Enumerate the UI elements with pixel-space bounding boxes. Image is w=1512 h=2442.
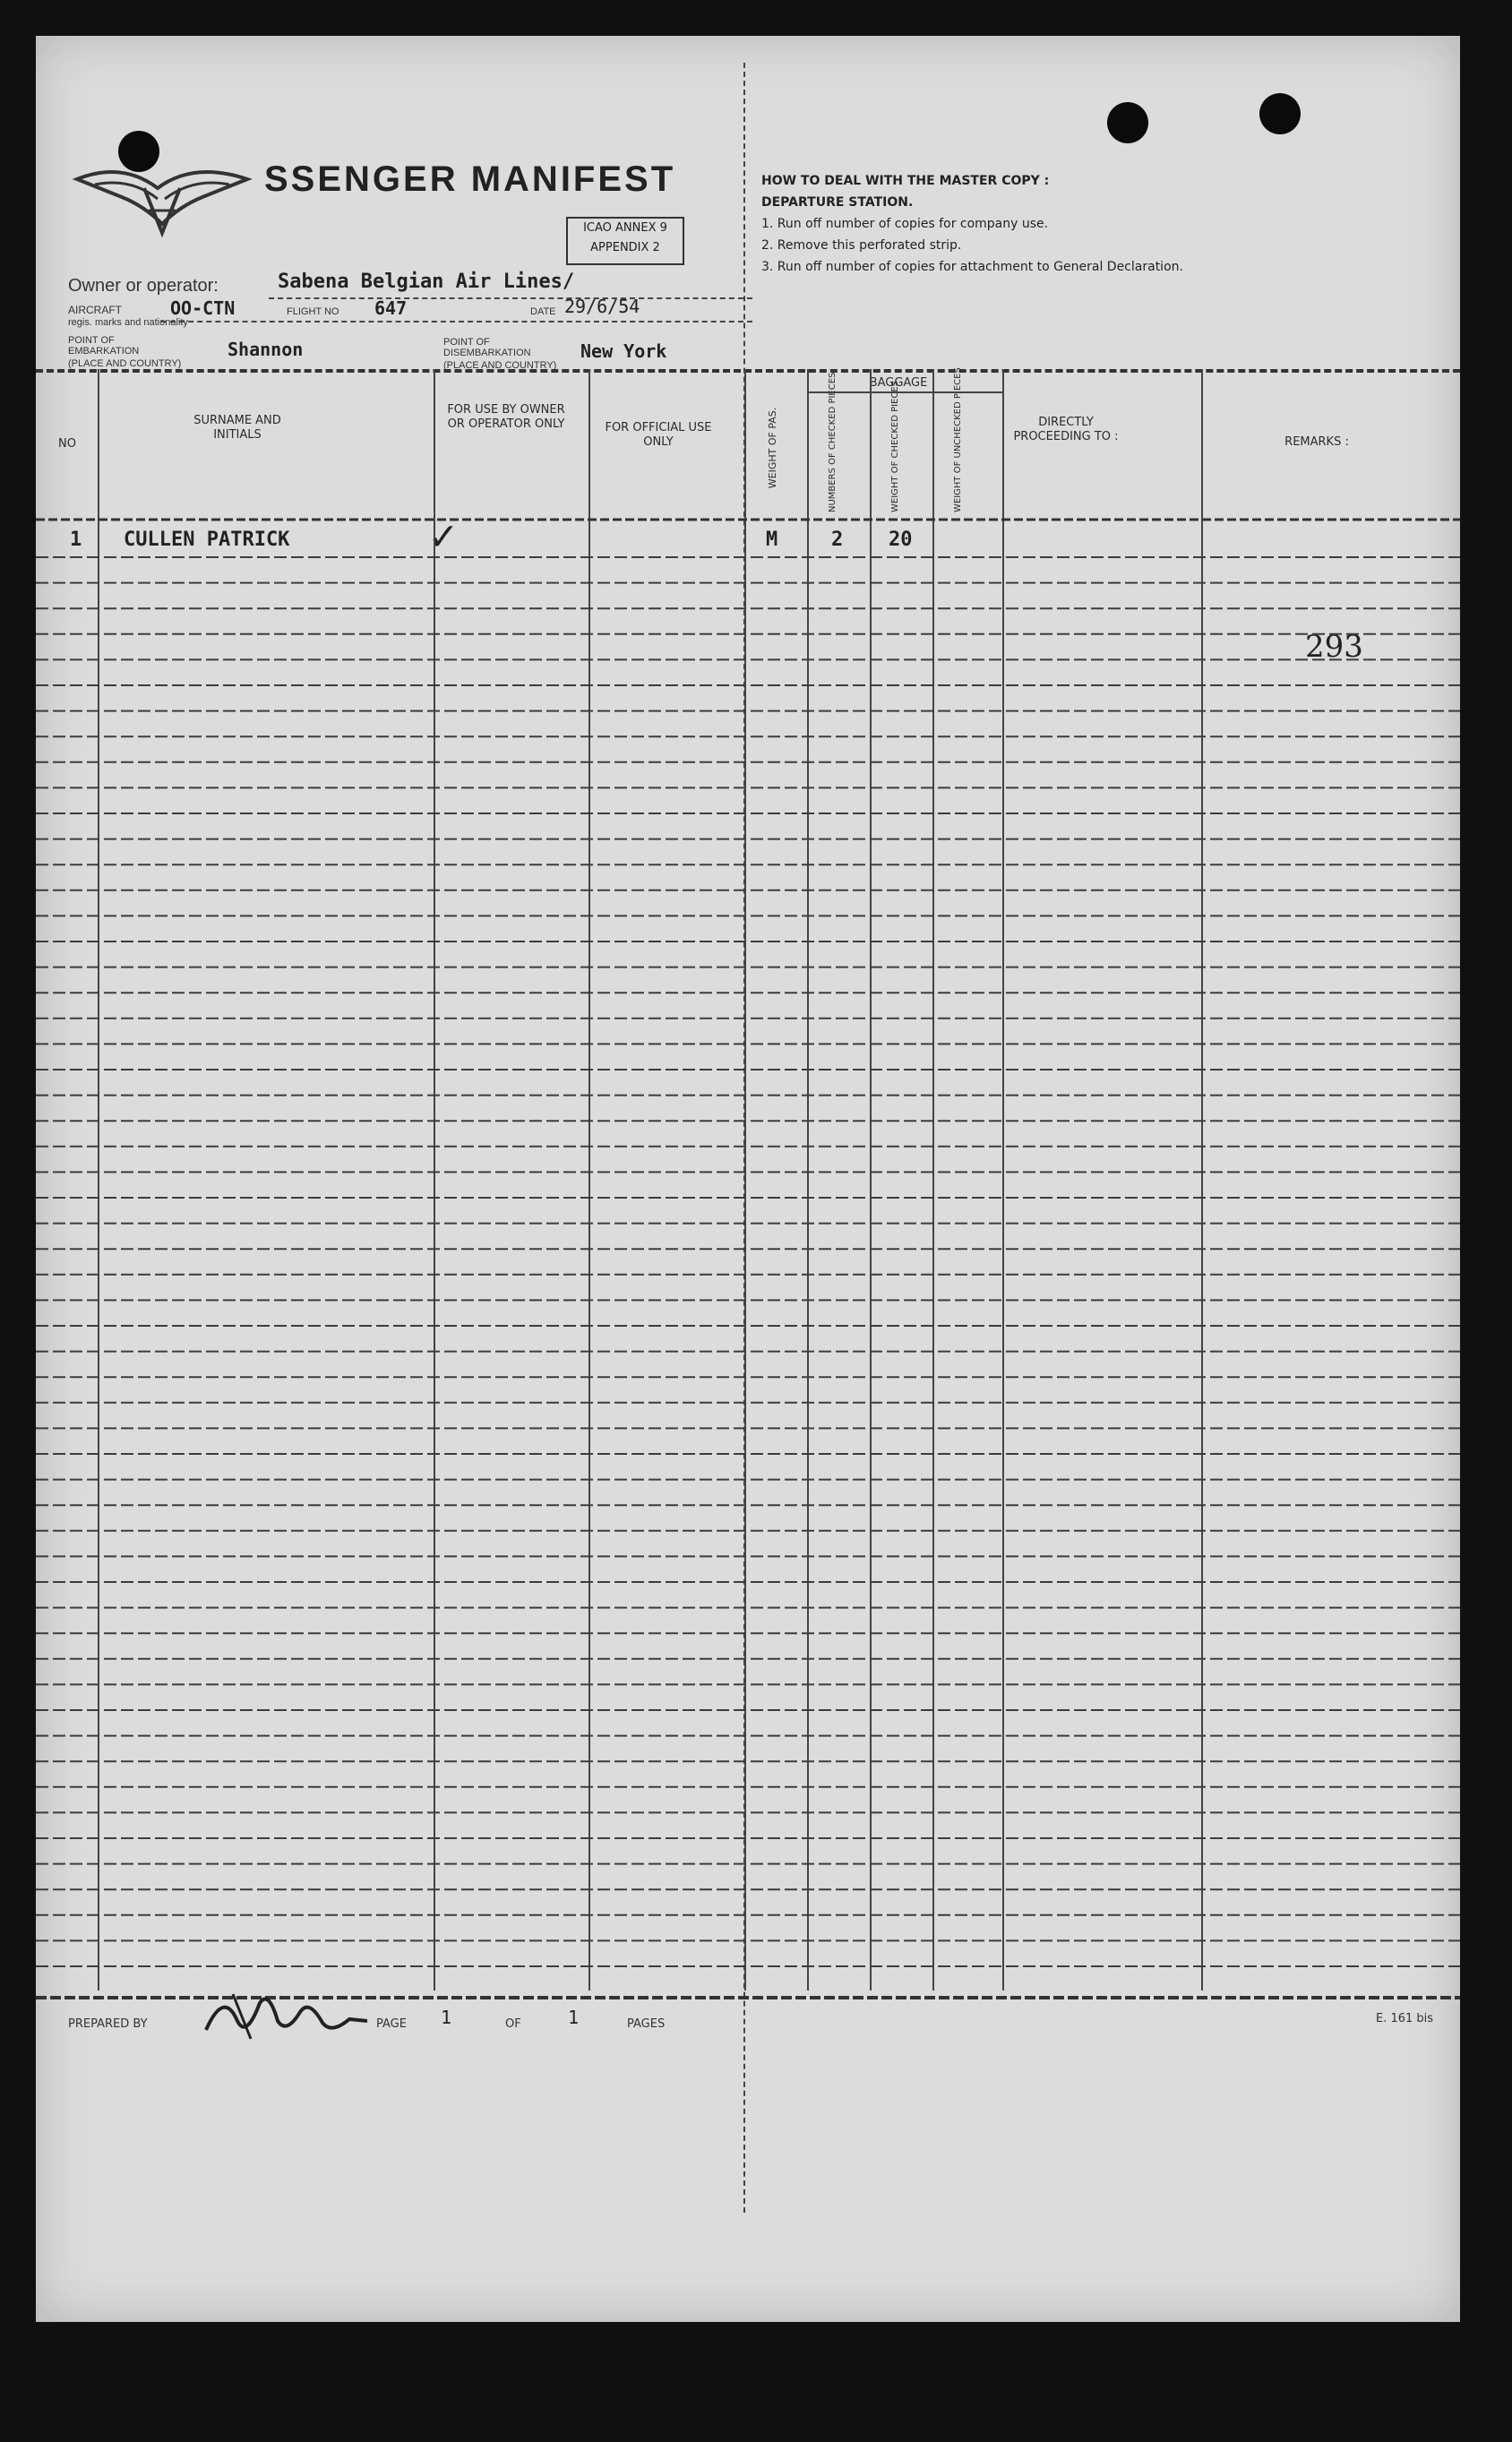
form-code: E. 161 bis — [1376, 2012, 1434, 2025]
manifest-title: SSENGER MANIFEST — [264, 159, 676, 199]
row-no: 1 — [70, 529, 82, 551]
instruction-item: 2. Remove this perforated strip. — [761, 238, 962, 253]
header-remarks: REMARKS : — [1284, 435, 1349, 449]
punch-hole — [1259, 93, 1301, 134]
flight-label: FLIGHT NO — [287, 306, 339, 317]
table-top-border — [36, 369, 1460, 373]
aircraft-line — [161, 321, 752, 322]
row-checked-weight: 20 — [889, 529, 913, 551]
manifest-sheet — [36, 36, 1460, 2322]
date-value: 29/6/54 — [564, 296, 640, 317]
owner-value: Sabena Belgian Air Lines/ — [278, 271, 575, 293]
header-owner-use: FOR USE BY OWNER OR OPERATOR ONLY — [447, 403, 565, 431]
embark-label: POINT OF EMBARKATION — [68, 335, 140, 357]
row-owner-mark: ✓ — [430, 511, 456, 561]
perforation-line — [743, 63, 745, 2213]
aircraft-label: AIRCRAFT — [68, 304, 122, 316]
date-label: DATE — [530, 306, 556, 317]
header-unchecked-weight: WEIGHT OF UNCHECKED PIECES — [953, 367, 963, 512]
preparer-signature — [197, 1985, 376, 2048]
embark-value: Shannon — [228, 339, 304, 360]
header-baggage: BAGGAGE — [869, 376, 928, 390]
header-official-use: FOR OFFICIAL USE ONLY — [605, 421, 712, 449]
disembark-sub-label: (PLACE AND COUNTRY) — [443, 360, 557, 371]
page-value: 1 — [441, 2007, 452, 2028]
prepared-by-label: PREPARED BY — [68, 2017, 148, 2031]
aircraft-value: OO-CTN — [170, 297, 236, 319]
punch-hole — [1107, 102, 1148, 143]
disembark-label: POINT OF DISEMBARKATION — [443, 337, 531, 358]
instruction-item: 3. Run off number of copies for attachment to General Declaration. — [761, 260, 1183, 274]
flight-value: 647 — [374, 297, 408, 319]
header-weight: WEIGHT OF PAS. — [767, 407, 778, 489]
instructions-subtitle: DEPARTURE STATION. — [761, 195, 914, 210]
header-checked-weight: WEIGHT OF CHECKED PIECES — [890, 380, 900, 512]
icao-annex: ICAO ANNEX 9 — [583, 221, 667, 235]
remark-number: 293 — [1305, 629, 1363, 665]
instructions-panel — [761, 170, 1406, 278]
of-label: OF — [505, 2017, 521, 2031]
disembark-value: New York — [580, 340, 667, 362]
manifest-grid — [36, 36, 1460, 2322]
header-surname: SURNAME AND INITIALS — [193, 414, 281, 442]
icao-reference-box — [566, 217, 684, 265]
row-weight: M — [766, 529, 778, 551]
of-value: 1 — [568, 2007, 580, 2028]
embark-sub-label: (PLACE AND COUNTRY) — [68, 358, 182, 369]
airline-wings-logo-icon — [68, 125, 256, 260]
header-checked-num: NUMBERS OF CHECKED PIECES — [828, 372, 838, 512]
owner-label: Owner or operator: — [68, 276, 219, 296]
icao-appendix: APPENDIX 2 — [590, 241, 660, 254]
page-label: PAGE — [376, 2017, 407, 2031]
instruction-item: 1. Run off number of copies for company use. — [761, 217, 1049, 231]
row-surname: CULLEN PATRICK — [124, 529, 290, 551]
header-proceeding: DIRECTLY PROCEEDING TO : — [1013, 416, 1119, 443]
instructions-title: HOW TO DEAL WITH THE MASTER COPY : — [761, 174, 1050, 188]
owner-line — [269, 297, 752, 299]
aircraft-sub-label: regis. marks and nationality — [68, 317, 188, 328]
row-checked-num: 2 — [831, 529, 844, 551]
header-no: NO — [58, 437, 76, 451]
pages-label: PAGES — [627, 2017, 666, 2031]
